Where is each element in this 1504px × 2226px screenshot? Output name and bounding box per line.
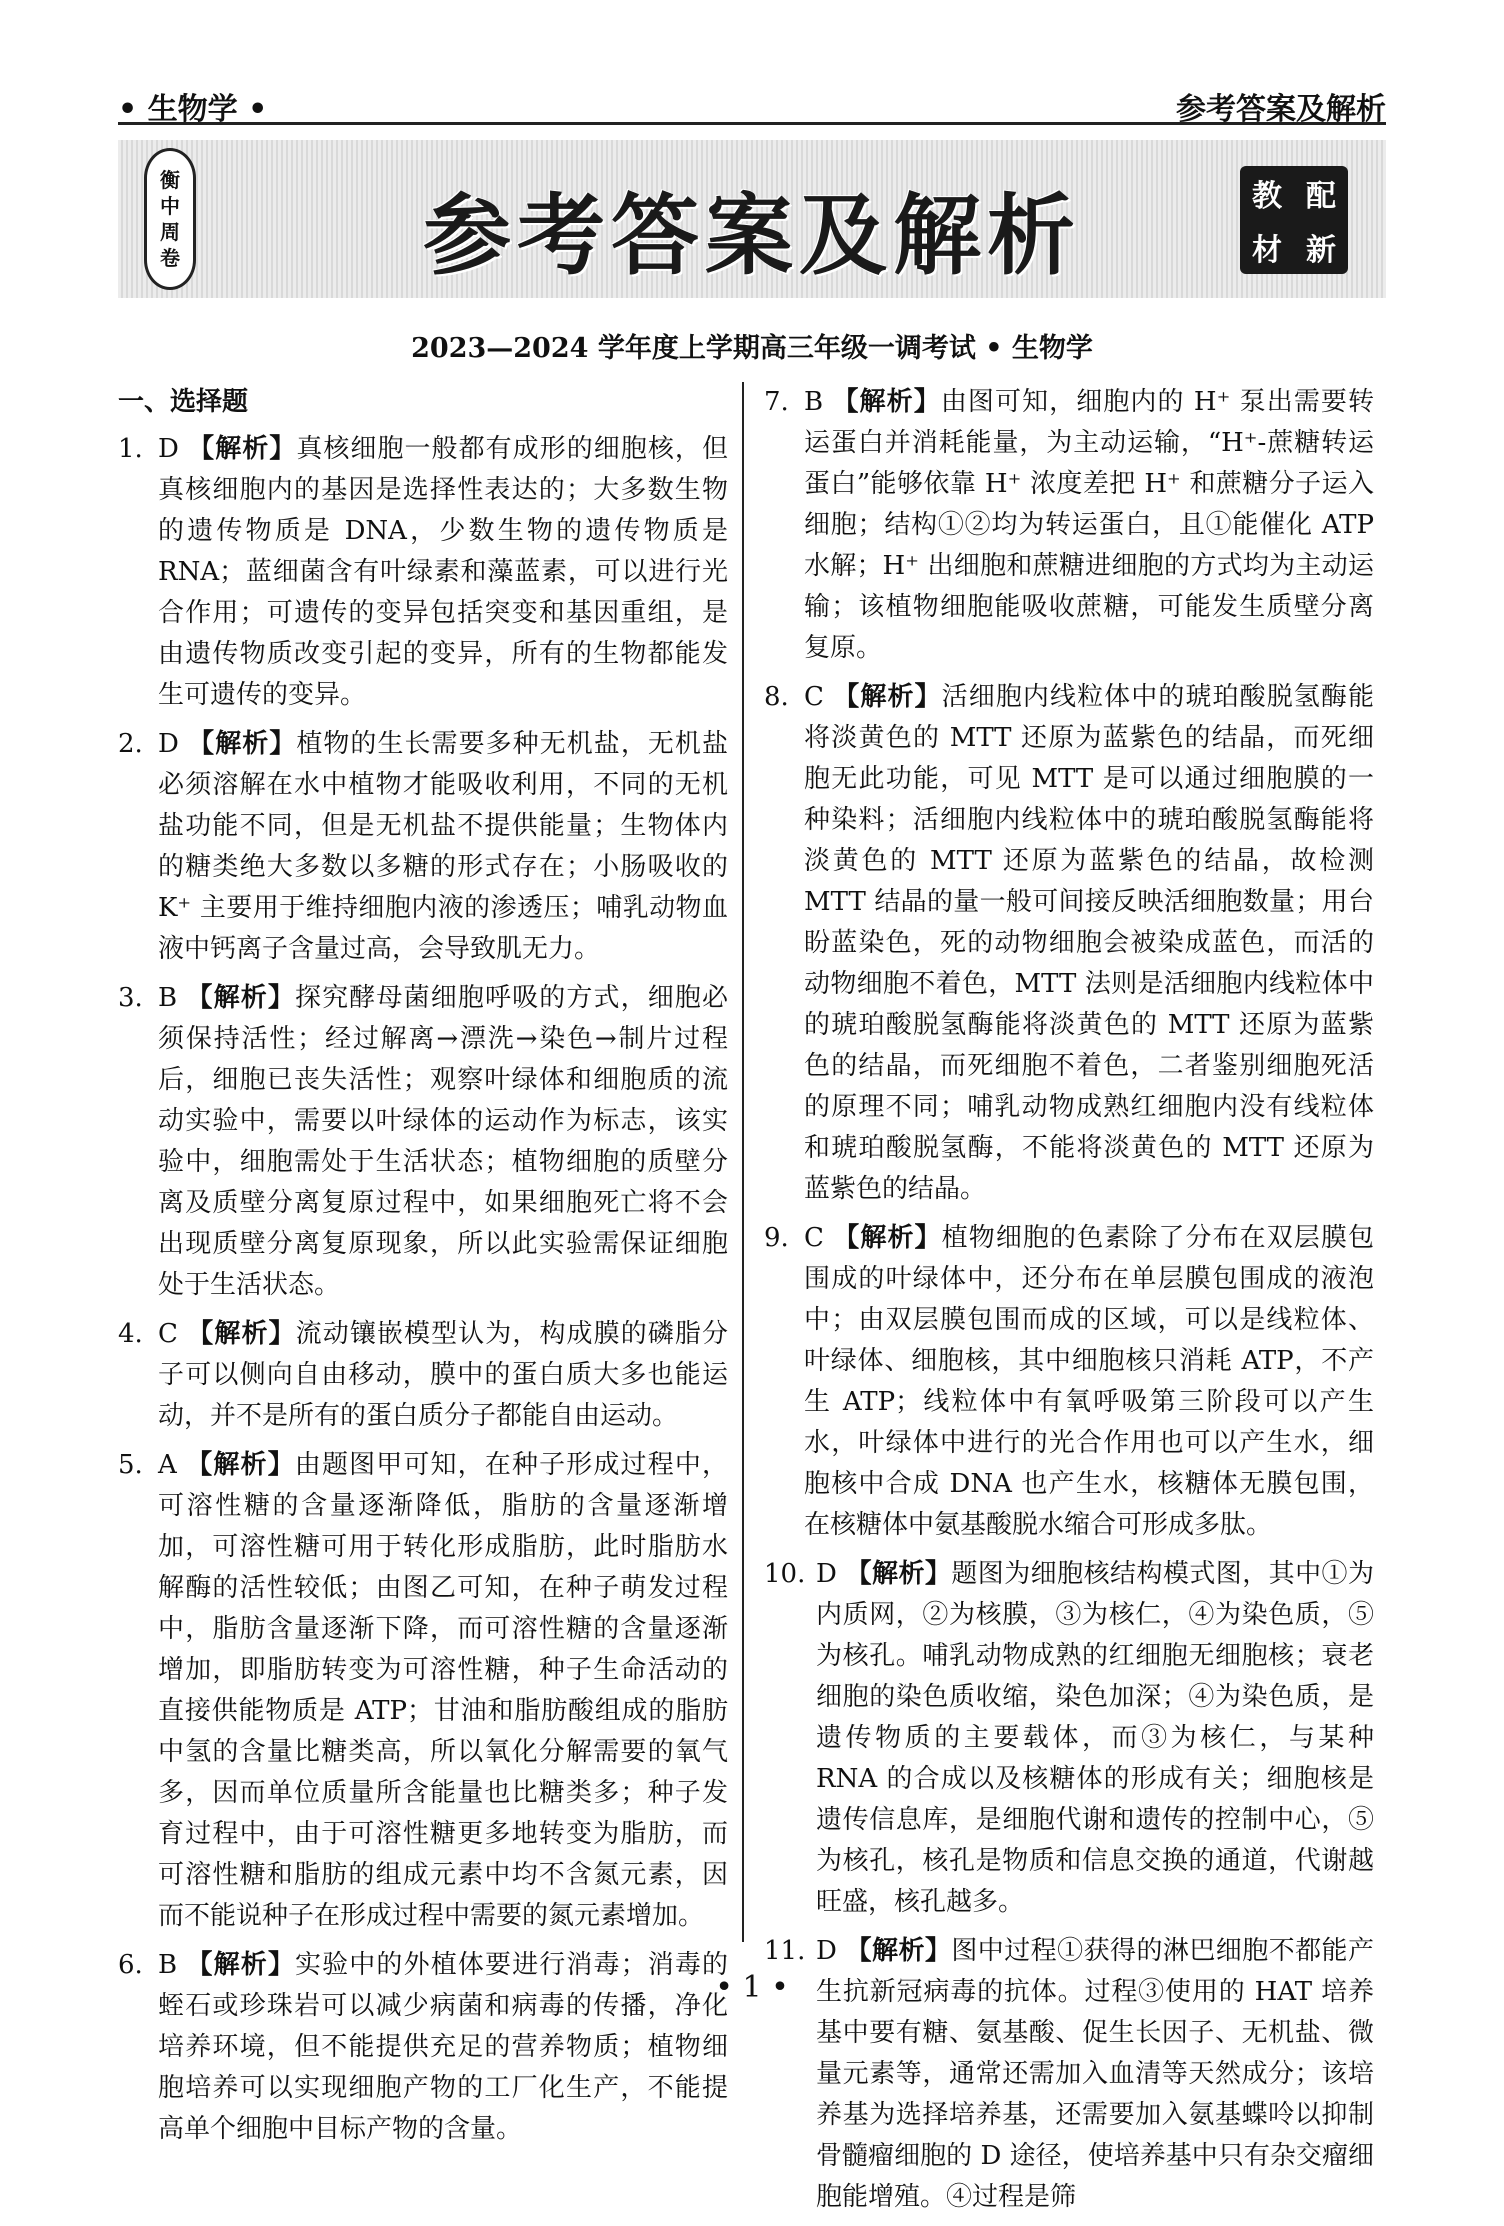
answer-item-4: 4. C 【解析】流动镶嵌模型认为，构成膜的磷脂分子可以侧向自由移动，膜中的蛋白质大多也能运动，并不是所有的蛋白质分子都能自由运动。 — [118, 1319, 728, 1431]
header-title: 参考答案及解析 — [1176, 92, 1386, 127]
answer-item-10: 10. D 【解析】题图为细胞核结构模式图，其中①为内质网，②为核膜，③为核仁，④为染色质，⑤为核孔。哺乳动物成熟的红细胞无细胞核；衰老细胞的染色质收缩，染色加深；④为染色质，是遗传物质的主要载体，而③为核仁，与某种 RNA 的合成以及核糖体的形成有关；细胞核是遗传信息库，是细胞代谢和遗传的控制中心，⑤为核孔，核孔是物质和信息交换的通道，代谢越旺盛，核孔越多。 — [764, 1559, 1374, 1917]
column-divider — [742, 382, 744, 1942]
answer-item-2: 2. D 【解析】植物的生长需要多种无机盐，无机盐必须溶解在水中植物才能吸收利用，不同的无机盐功能不同，但是无机盐不提供能量；生物体内的糖类绝大多数以多糖的形式存在；小肠吸收的 K⁺ 主要用于维持细胞内液的渗透压；哺乳动物血液中钙离子含量过高，会导致肌无力。 — [118, 729, 728, 964]
answer-item-6: 6. B 【解析】实验中的外植体要进行消毒；消毒的蛭石或珍珠岩可以减少病菌和病毒的传播，净化培养环境，但不能提供充足的营养物质；植物细胞培养可以实现细胞产物的工厂化生产，不能提高单个细胞中目标产物的含量。 — [118, 1950, 728, 2144]
answer-item-11: 11. D 【解析】图中过程①获得的淋巴细胞不都能产生抗新冠病毒的抗体。过程③使用的 HAT 培养基中要有糖、氨基酸、促生长因子、无机盐、微量元素等，通常还需加入血清等天然成分；该培养基为选择培养基，还需要加入氨基蝶呤以抑制骨髓瘤细胞的 D 途径，使培养基中只有杂交瘤细胞能增殖。④过程是筛 — [764, 1936, 1374, 2212]
new-textbook-badge: 教 配 材 新 — [1240, 166, 1348, 274]
answer-item-9: 9. C 【解析】植物细胞的色素除了分布在双层膜包围成的叶绿体中，还分布在单层膜包围成的液泡中；由双层膜包围而成的区域，可以是线粒体、叶绿体、细胞核，其中细胞核只消耗 ATP，不产生 ATP；线粒体中有氧呼吸第三阶段可以产生水，叶绿体中进行的光合作用也可以产生水，细胞核中合成 DNA 也产生水，核糖体无膜包围，在核糖体中氨基酸脱水缩合可形成多肽。 — [764, 1223, 1374, 1540]
answer-item-5: 5. A 【解析】由题图甲可知，在种子形成过程中，可溶性糖的含量逐渐降低，脂肪的含量逐渐增加，可溶性糖可用于转化形成脂肪，此时脂肪水解酶的活性较低；由图乙可知，在种子萌发过程中，脂肪含量逐渐下降，而可溶性糖的含量逐渐增加，即脂肪转变为可溶性糖，种子生命活动的直接供能物质是 ATP；甘油和脂肪酸组成的脂肪中氢的含量比糖类高，所以氧化分解需要的氧气多，因而单位质量所含能量也比糖类多；种子发育过程中，由于可溶性糖更多地转变为脂肪，而可溶性糖和脂肪的组成元素中均不含氮元素，因而不能说种子在形成过程中需要的氮元素增加。 — [118, 1450, 728, 1931]
section-heading: 一、选择题 — [118, 387, 249, 417]
answer-item-3: 3. B 【解析】探究酵母菌细胞呼吸的方式，细胞必须保持活性；经过解离→漂洗→染色→制片过程后，细胞已丧失活性；观察叶绿体和细胞质的流动实验中，需要以叶绿体的运动作为标志，该实验中，细胞需处于生活状态；植物细胞的质壁分离及质壁分离复原过程中，如果细胞死亡将不会出现质壁分离复原现象，所以此实验需保证细胞处于生活状态。 — [118, 983, 728, 1300]
page-header — [118, 84, 1386, 127]
answer-item-1: 1. D 【解析】真核细胞一般都有成形的细胞核，但真核细胞内的基因是选择性表达的；大多数生物的遗传物质是 DNA，少数生物的遗传物质是 RNA；蓝细菌含有叶绿素和藻蓝素，可以进行光合作用；可遗传的变异包括突变和基因重组，是由遗传物质改变引起的变异，所有的生物都能发生可遗传的变异。 — [118, 434, 728, 710]
page-number: • 1 • — [715, 1970, 789, 2005]
subject-label: • 生物学 • — [118, 92, 268, 127]
title-banner — [118, 140, 1386, 298]
banner-title: 参考答案及解析 — [422, 183, 1081, 287]
left-column — [118, 382, 728, 2158]
answer-item-8: 8. C 【解析】活细胞内线粒体中的琥珀酸脱氢酶能将淡黄色的 MTT 还原为蓝紫色的结晶，而死细胞无此功能，可见 MTT 是可以通过细胞膜的一种染料；活细胞内线粒体中的琥珀酸脱氢酶能将淡黄色的 MTT 还原为蓝紫色的结晶，故检测 MTT 结晶的量一般可间接反映活细胞数量；用台盼蓝染色，死的动物细胞会被染成蓝色，而活的动物细胞不着色，MTT 法则是活细胞内线粒体中的琥珀酸脱氢酶能将淡黄色的 MTT 还原为蓝紫色的结晶，而死细胞不着色，二者鉴别细胞死活的原理不同；哺乳动物成熟红细胞内没有线粒体和琥珀酸脱氢酶，不能将淡黄色的 MTT 还原为蓝紫色的结晶。 — [764, 682, 1374, 1204]
right-column — [764, 382, 1374, 2226]
answer-item-7: 7. B 【解析】由图可知，细胞内的 H⁺ 泵出需要转运蛋白并消耗能量，为主动运输，“H⁺-蔗糖转运蛋白”能够依靠 H⁺ 浓度差把 H⁺ 和蔗糖分子运入细胞；结构①②均为转运蛋白，且①能催化 ATP 水解；H⁺ 出细胞和蔗糖进细胞的方式均为主动运输；该植物细胞能吸收蔗糖，可能发生质壁分离复原。 — [764, 387, 1374, 663]
header-rule — [118, 122, 1386, 125]
seal-logo: 衡 中 周 卷 — [144, 148, 196, 290]
exam-title: 2023—2024 学年度上学期高三年级一调考试 • 生物学 — [411, 333, 1093, 364]
